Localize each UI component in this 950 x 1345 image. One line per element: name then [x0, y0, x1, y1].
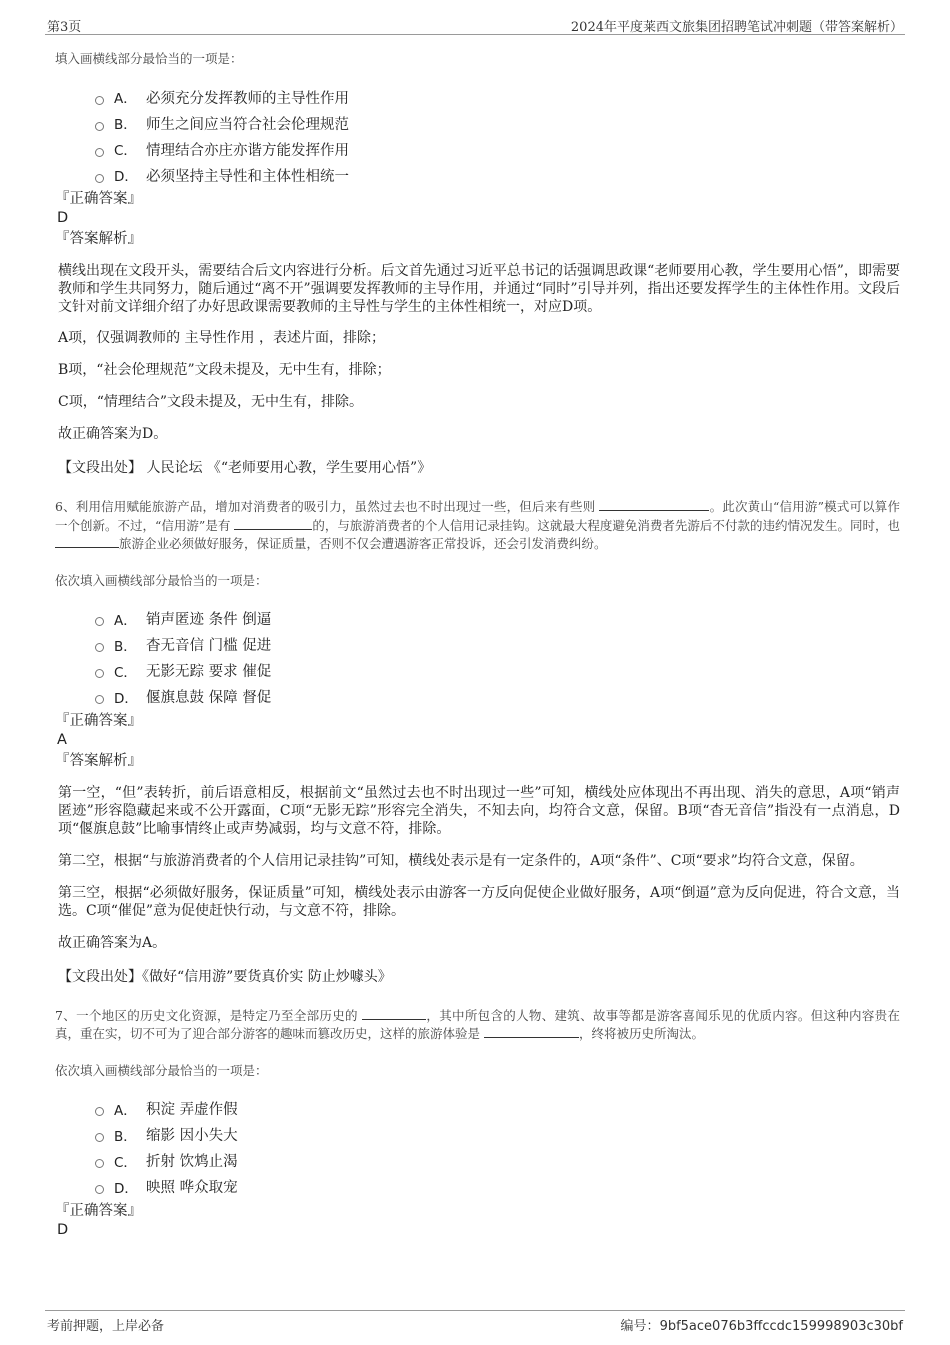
radio-icon[interactable] [95, 174, 104, 183]
question-6 [55, 498, 900, 986]
page-content [55, 50, 900, 1240]
option-c[interactable]: C． 折射 饮鸩止渴 [95, 1148, 900, 1174]
answer-value: A [57, 731, 67, 748]
radio-icon[interactable] [95, 695, 104, 704]
answer-value: D [57, 210, 69, 226]
blank-line [55, 535, 119, 548]
radio-icon[interactable] [95, 1159, 104, 1168]
analysis-paragraph: C项，“情理结合”文段未提及，无中生有，排除。 [58, 394, 364, 410]
option-list [95, 606, 900, 710]
source-citation: 【文段出处】《做好“信用游”要货真价实 防止炒噱头》 [58, 968, 392, 985]
question-5 [55, 50, 900, 477]
radio-icon[interactable] [95, 617, 104, 626]
question-prompt: 填入画横线部分最恰当的一项是： [55, 51, 243, 66]
page-number: 第3页 [47, 20, 82, 35]
analysis-paragraph: 第三空，根据“必须做好服务，保证质量”可知，横线处表示由游客一方反向促使企业做好服务，A项“倒逼”意为反向促进，符合文意，当选。C项“催促”意为促使赶快行动，与文意不符，排除。 [58, 884, 900, 919]
option-list [95, 1096, 900, 1200]
answer-value: D [57, 1221, 69, 1238]
document-title: 2024年平度莱西文旅集团招聘笔试冲刺题（带答案解析） [570, 20, 903, 35]
option-b[interactable]: B． 杳无音信 门槛 促进 [95, 632, 900, 658]
option-b[interactable]: B． 缩影 因小失大 [95, 1122, 900, 1148]
blank-line [484, 1025, 579, 1038]
radio-icon[interactable] [95, 1133, 104, 1142]
question-7 [55, 1007, 900, 1240]
analysis-paragraph: 故正确答案为A。 [58, 934, 167, 951]
analysis-paragraph: 第二空，根据“与旅游消费者的个人信用记录挂钩”可知，横线处表示是有一定条件的，A项“条件”、C项“要求”均符合文意，保留。 [58, 852, 864, 869]
answer-label: 『正确答案』 [55, 1202, 142, 1219]
analysis-paragraph: B项，“社会伦理规范”文段未提及，无中生有，排除； [58, 362, 391, 378]
answer-label: 『正确答案』 [55, 712, 142, 729]
radio-icon[interactable] [95, 669, 104, 678]
answer-label: 『正确答案』 [55, 191, 142, 207]
radio-icon[interactable] [95, 96, 104, 105]
option-c[interactable]: C． 无影无踪 要求 催促 [95, 658, 900, 684]
analysis-paragraph: A项，仅强调教师的 主导性作用 ，表述片面，排除； [58, 330, 386, 346]
question-stem: 6、利用信用赋能旅游产品，增加对消费者的吸引力，虽然过去也不时出现过一些，但后来有些则 。此次黄山“信用游”模式可以算作一个创新。不过，“信用游”是有 的，与旅游消费者的个人信用记录挂钩。这就最大程度避免消费者先游后不付款的违约情况发生。同时，也 旅游企业必须做好服务，保证质量，否则不仅会遭遇游客正常投诉，还会引发消费纠纷。 [55, 499, 900, 551]
option-c[interactable]: C． 情理结合亦庄亦谐方能发挥作用 [95, 136, 900, 162]
question-prompt: 依次填入画横线部分最恰当的一项是： [55, 572, 268, 588]
analysis-label: 『答案解析』 [55, 231, 142, 247]
radio-icon[interactable] [95, 148, 104, 157]
analysis-paragraph: 第一空，“但”表转折，前后语意相反，根据前文“虽然过去也不时出现过一些”可知，横线处应体现出不再出现、消失的意思，A项“销声匿迹”形容隐藏起来或不公开露面，C项“无影无踪”形容完全消失，不知去向，均符合文意，保留。B项“杳无音信”指没有一点消息，D项“偃旗息鼓”比喻事情终止或声势减弱，均与文意不符，排除。 [58, 784, 900, 837]
page-footer [45, 1310, 905, 1335]
radio-icon[interactable] [95, 122, 104, 131]
blank-line [234, 517, 312, 530]
footer-slogan: 考前押题，上岸必备 [47, 1319, 165, 1334]
radio-icon[interactable] [95, 1185, 104, 1194]
analysis-paragraph: 横线出现在文段开头，需要结合后文内容进行分析。后文首先通过习近平总书记的话强调思政课“老师要用心教，学生要用心悟”，即需要教师和学生共同努力，随后通过“离不开”强调要发挥教师的主导作用，并通过“同时”引导并列，指出还要发挥学生的主体性作用。文段后文针对前文详细介绍了办好思政课需要教师的主导性与学生的主体性相统一，对应D项。 [58, 263, 900, 315]
question-prompt: 依次填入画横线部分最恰当的一项是： [55, 1062, 268, 1078]
blank-line [599, 498, 709, 511]
page-header [45, 14, 905, 35]
document-code: 编号：9bf5ace076b3ffccdc159998903c30bf [620, 1319, 903, 1334]
source-citation: 【文段出处】 人民论坛 《“老师要用心教，学生要用心悟”》 [58, 460, 432, 476]
option-d[interactable]: D． 偃旗息鼓 保障 督促 [95, 684, 900, 710]
option-b[interactable]: B． 师生之间应当符合社会伦理规范 [95, 110, 900, 136]
option-d[interactable]: D． 必须坚持主导性和主体性相统一 [95, 162, 900, 188]
option-a[interactable]: A． 必须充分发挥教师的主导性作用 [95, 84, 900, 110]
radio-icon[interactable] [95, 1107, 104, 1116]
analysis-label: 『答案解析』 [55, 752, 142, 769]
option-a[interactable]: A． 销声匿迹 条件 倒逼 [95, 606, 900, 632]
option-a[interactable]: A． 积淀 弄虚作假 [95, 1096, 900, 1122]
blank-line [362, 1007, 426, 1020]
analysis-paragraph: 故正确答案为D。 [58, 426, 168, 442]
option-d[interactable]: D． 映照 哗众取宠 [95, 1174, 900, 1200]
option-list [95, 84, 900, 188]
question-stem: 7、一个地区的历史文化资源，是特定乃至全部历史的 ，其中所包含的人物、建筑、故事等都是游客喜闻乐见的优质内容。但这种内容贵在真，重在实，切不可为了迎合部分游客的趣味而篡改历史，这样的旅游体验是 ，终将被历史所淘汰。 [55, 1007, 900, 1041]
radio-icon[interactable] [95, 643, 104, 652]
